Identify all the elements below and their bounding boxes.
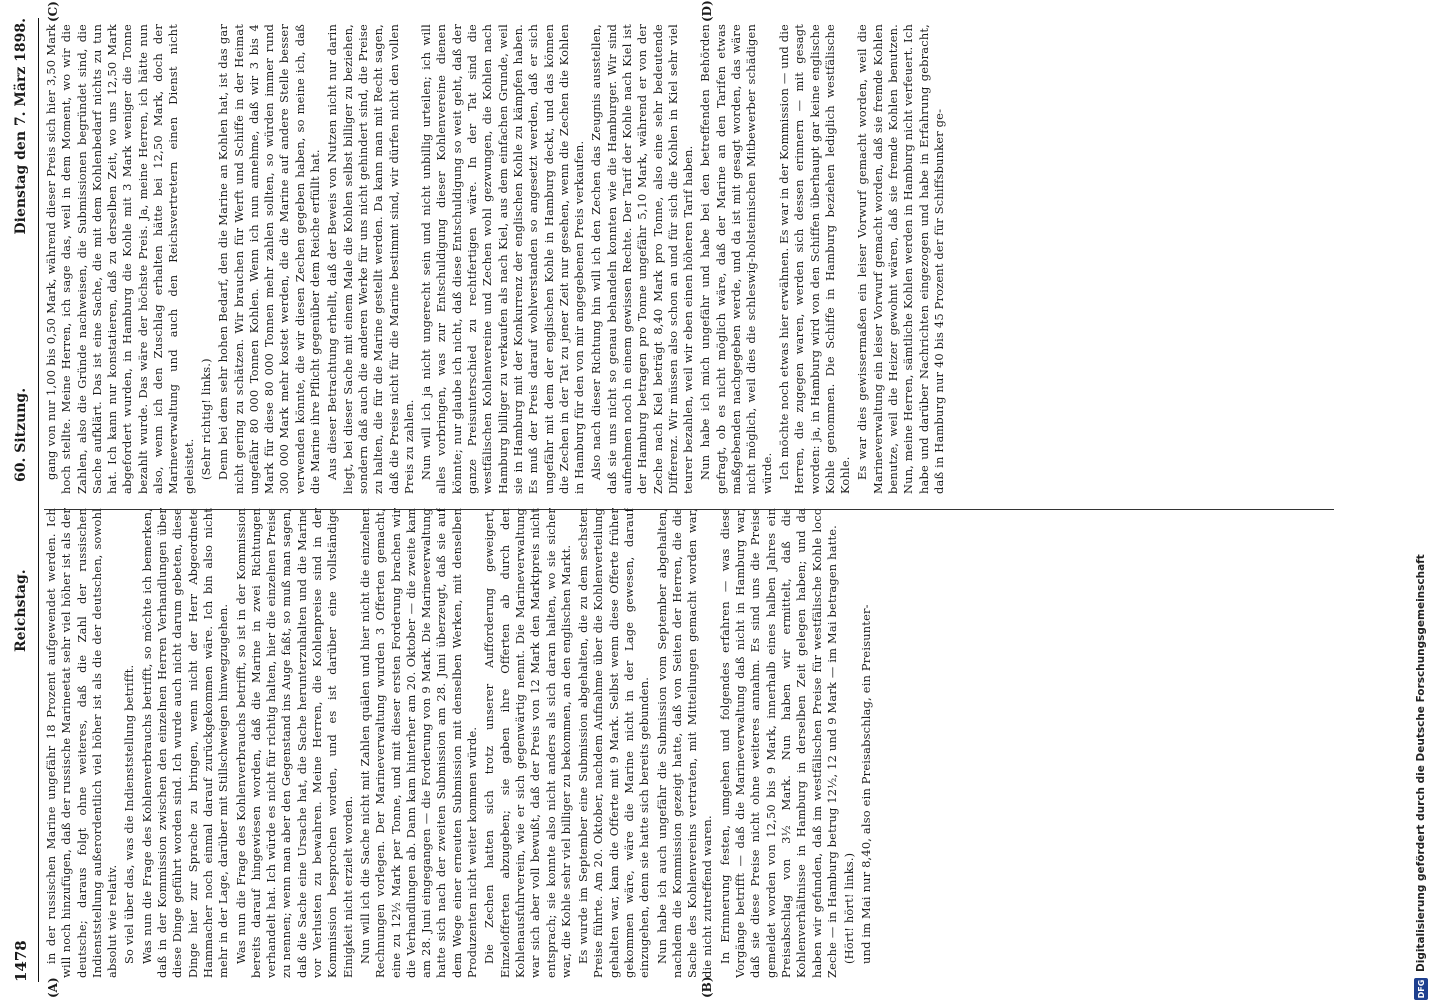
margin-mark-a: (A) [46,977,60,998]
digitization-footer [1412,0,1430,1000]
publication-title: Reichstag. [13,569,29,652]
paragraph: (Sehr richtig! links.) [198,358,213,480]
left-text-column [44,508,1334,978]
paragraph: gang von nur 1,00 bis 0,50 Mark, während dieser Preis sich hier 3,50 Mark hoch stellte. Meine Herren, ich sage das, weil in dem Moment, wo wir die Zahlen, also die Gründe nachweisen, die Submissionen begründet sind, die Sache aufklärt. Das ist eine Sache, die mit dem Kohlenbedarf nichts zu tun hat. Ich kann nur konstatieren, daß zu derselben Zeit, wo uns 12,50 Mark abgefordert wurden, in Hamburg die Kohle mit 3 Mark weniger die Tonne bezahlt wurde. Das wäre der höchste Preis. Ja, meine Herren, ich hätte nun also, wenn ich den Zuschlag erhalten hätte bei 12,50 Mark, doch der Marineverwaltung und auch den Reichsvertretern einen Dienst nicht geleistet. [44,24,196,494]
paragraph: Also nach dieser Richtung hin will ich den Zechen das Zeugnis ausstellen, daß sie uns nicht so genau behandeln konnten wie die Hamburger. Wir sind aufnehmen noch in einem gewissen Rechte. Der Tarif der Kohle nach Kiel ist der Hamburg betragen pro Tonne ungefähr 5,10 Mark, während er von der Zeche nach Kiel beträgt 8,40 Mark pro Tonne, also eine sehr bedeutende Differenz. Wir müssen also schon an und für sich die Kohlen in Kiel sehr viel teurer bezahlen, weil wir eben einen höheren Tarif haben. [589,24,696,494]
paragraph: So viel über das, was die Indienststellung betrifft. [122,664,137,964]
paragraph: Was nun die Frage des Kohlenverbrauchs betrifft, so ist in der Kommission bereits darauf hingewiesen worden, daß die Marine in zwei Richtungen verhandelt hat. Ich würde es nicht für richtig halten, hier die einzelnen Preise zu nennen; wenn man aber den Gegenstand ins Auge faßt, so muß man sagen, daß die Sache eine Ursache hat, die Sache herunterzuhalten und die Marine vor Verlusten zu bewahren. Meine Herren, die Kohlenpreise sind in der Kommission besprochen worden, und es ist darüber eine vollständige Einigkeit nicht erzielt worden. [233,508,355,978]
paragraph: Nun will ich ja nicht ungerecht sein und nicht unbillig urteilen; ich will alles vorbringen, was zur Entschuldigung dieser Kohlenvereine dienen könnte; nur glaube ich nicht, daß diese Entschuldigung so weit geht, daß der ganze Preisunterschied zu rechtfertigen wäre. In der Tat sind die westfälischen Kohlenvereine und Zechen wohl gezwungen, die Kohlen nach Hamburg billiger zu verkaufen als nach Kiel, aus dem einfachen Grunde, weil sie in Hamburg mit der Konkurrenz der englischen Kohle zu kämpfen haben. Es muß der Preis darauf wohlverstanden so angesetzt werden, daß er sich ungefähr mit dem der englischen Kohle in Hamburg deckt, und das können die Zechen in der Tat zu jener Zeit nur gesehen, wenn die Zechen die Kohlen in Hamburg für den von mir angegebenen Preis verkaufen. [419,24,587,494]
paragraph: Nun habe ich mich ungefähr und habe bei den betreffenden Behörden gefragt, ob es nicht möglich wäre, daß der Marine an den Tarifen etwas maßgebenden nachgegeben werde, und da ist mit gesagt worden, das wäre nicht möglich, weil dies die schleswig-holsteinischen Mitbewerber schädigen würde. [698,24,774,494]
column-divider [44,509,1334,510]
dfg-logo-icon: DFG [1414,978,1428,1000]
paragraph: Nun will ich die Sache nicht mit Zahlen quälen und hier nicht die einzelnen Rechnungen vorlegen. Der Marineverwaltung wurden 3 Offerten gemacht, eine zu 12½ Mark per Tonne, und mit dieser ersten Forderung brachen wir die Verhandlungen ab. Dann kam hinterher am 20. Oktober — die zweite kam am 28. Juni eingegangen — die Forderung von 9 Mark. Die Marineverwaltung hatte sich nach der zweiten Submission am 28. Juni überzeugt, daß sie auf dem Wege einer erneuten Submission mit denselben Werken, mit denselben Produzenten nicht weiter kommen würde. [357,508,480,978]
paragraph: (Hört! hört! links.) [842,852,857,964]
right-text-column [44,24,1334,494]
paragraph: Aus dieser Betrachtung erhellt, daß der Beweis von Nutzen nicht nur darin liegt, bei dieser Sache mit einem Male die Kohlen selbst billiger zu beziehen, sondern daß auch die anderen Werke für uns nicht gehindert sind, die Preise zu halten, die für die Marine gestellt werden. Da kann man mit Recht sagen, daß die Preise nicht für die Marine bestimmt sind, wir dürfen nicht den vollen Preis zu zahlen. [325,24,416,494]
paragraph: und im Mai nur 8,40, also ein Preisabschlag, ein Preisunter- [859,604,874,964]
session-number: 60. Sitzung. [13,387,29,482]
page-number: 1478 [12,940,30,982]
session-date: Dienstag den 7. März 1898. [13,18,29,235]
margin-mark-d: (D) [700,0,714,22]
paragraph: In Erinnerung festen, umgehen und folgendes erfahren — was diese Vorgänge betrifft — daß die Marineverwaltung daß nicht in Hamburg war, daß sie diese Preise nicht ohne weiteres annahm. Es sind uns die Preise gemeldet worden von 12,50 bis 9 Mark, innerhalb eines halben Jahres ein Preisabschlag von 3½ Mark. Nun haben wir ermittelt, daß die Kohlenverhältnisse in Hamburg in derselben Zeit gelegen haben; und da haben wir gefunden, daß im westfälischen Preise für westfälische Kohle loco Zeche — in Hamburg betrug 12½, 12 und 9 Mark — im Mai betragen hatte. [717,508,839,978]
paragraph: Die Zechen hatten sich trotz unserer Aufforderung geweigert, Einzelofferten abzugeben; sie gaben ihre Offerten ab durch den Kohlenausfuhrverein, wie er sich gegenwärtig nennt. Die Marineverwaltung war sich aber voll bewußt, daß der Preis von 12 Mark den Marktpreis nicht entsprach; sie konnte also nicht anders als sich daran halten, wo sie sicher war, die Kohle sehr viel billiger zu bekommen, an den englischen Markt. [482,508,573,978]
digitization-note: Digitalisierung gefördert durch die Deutsche Forschungsgemeinschaft [1415,554,1427,972]
margin-mark-c: (C) [46,1,60,22]
paragraph: Was nun die Frage des Kohlenverbrauchs betrifft, so möchte ich bemerken, daß in der Kommission zwischen den einzelnen Herren Verhandlungen über diese Dinge geführt worden sind. Ich wurde auch nicht darum gebeten, diese Dinge hier zur Sprache zu bringen, wenn nicht der Herr Abgeordnete Hammacher noch einmal darauf zurückgekommen wäre. Ich bin also nicht mehr in der Lage, darüber mit Stillschweigen hinwegzugehen. [139,508,231,978]
paragraph: Es wurde im September eine Submission abgehalten, die zu dem sechsten Preise führte. Am 20. Oktober, nachdem Aufnahme über die Kohlenverteilung gehalten war, kam die Offerte mit 9 Mark. Selbst wenn diese Offerte früher gekommen wäre, wäre die Marine nicht in der Lage gewesen, darauf einzugehen, denn sie hatte sich bereits gebunden. [576,508,652,978]
margin-mark-b: (B) [700,976,714,998]
paragraph: Denn bei dem sehr hohen Bedarf, den die Marine an Kohlen hat, ist das gar nicht gering zu schätzen. Wir brauchen für Werft und Schiffe in der Heimat ungefähr 80 000 Tonnen Kohlen. Wenn ich nun annehme, daß wir 3 bis 4 Mark für diese 80 000 Tonnen mehr zahlen sollten, so würden immer rund 300 000 Mark mehr kostet werden, die die Marine auf andere Stelle besser verwenden könnte, die wir diesen Zechen gegeben haben, so meine ich, daß die Marine ihre Pflicht gegenüber dem Reiche erfüllt hat. [216,24,323,494]
paragraph: Ich möchte noch etwas hier erwähnen. Es war in der Kommission — und die Herren, die zugegen waren, werden sich dessen erinnern — mit gesagt worden: ja, in Hamburg wird von den Schiffen überhaupt gar keine englische Kohle genommen. Die Schiffe in Hamburg beziehen lediglich westfälische Kohle. [776,24,853,494]
paragraph: Nun habe ich auch ungefähr die Submission vom September abgehalten, nachdem die Kommission gezeigt hatte, daß von Seiten der Herren, die die Sache des Kohlenvereins vertraten, mit Mitteilungen gemacht worden war, die nicht zutreffend waren. [654,508,715,978]
page-header [8,18,34,982]
header-rule [38,18,39,982]
paragraph: Es war dies gewissermaßen ein leiser Vorwurf gemacht worden, weil die Marineverwaltung ein leiser Vorwurf gemacht worden, daß sie fremde Kohlen benutze, weil die Heizer gewohnt wären, daß sie fremde Kohlen benutzen. Nun, meine Herren, sämtliche Kohlen werden in Hamburg nicht verfeuert. Ich habe und darüber Nachrichten eingezogen und habe in Erfahrung gebracht, daß in Hamburg nur 40 bis 45 Prozent der für Schiffsbunker ge- [855,24,946,494]
paragraph: in der russischen Marine ungefähr 18 Prozent aufgewendet werden. Ich will noch hinzufügen, daß der russische Marineetat sehr viel höher ist als der deutsche; daraus folgt ohne weiteres, daß die Zahl der russischen Indienststellung außerordentlich viel höher ist als die der deutschen, sowohl absolut wie relativ. [44,508,120,978]
